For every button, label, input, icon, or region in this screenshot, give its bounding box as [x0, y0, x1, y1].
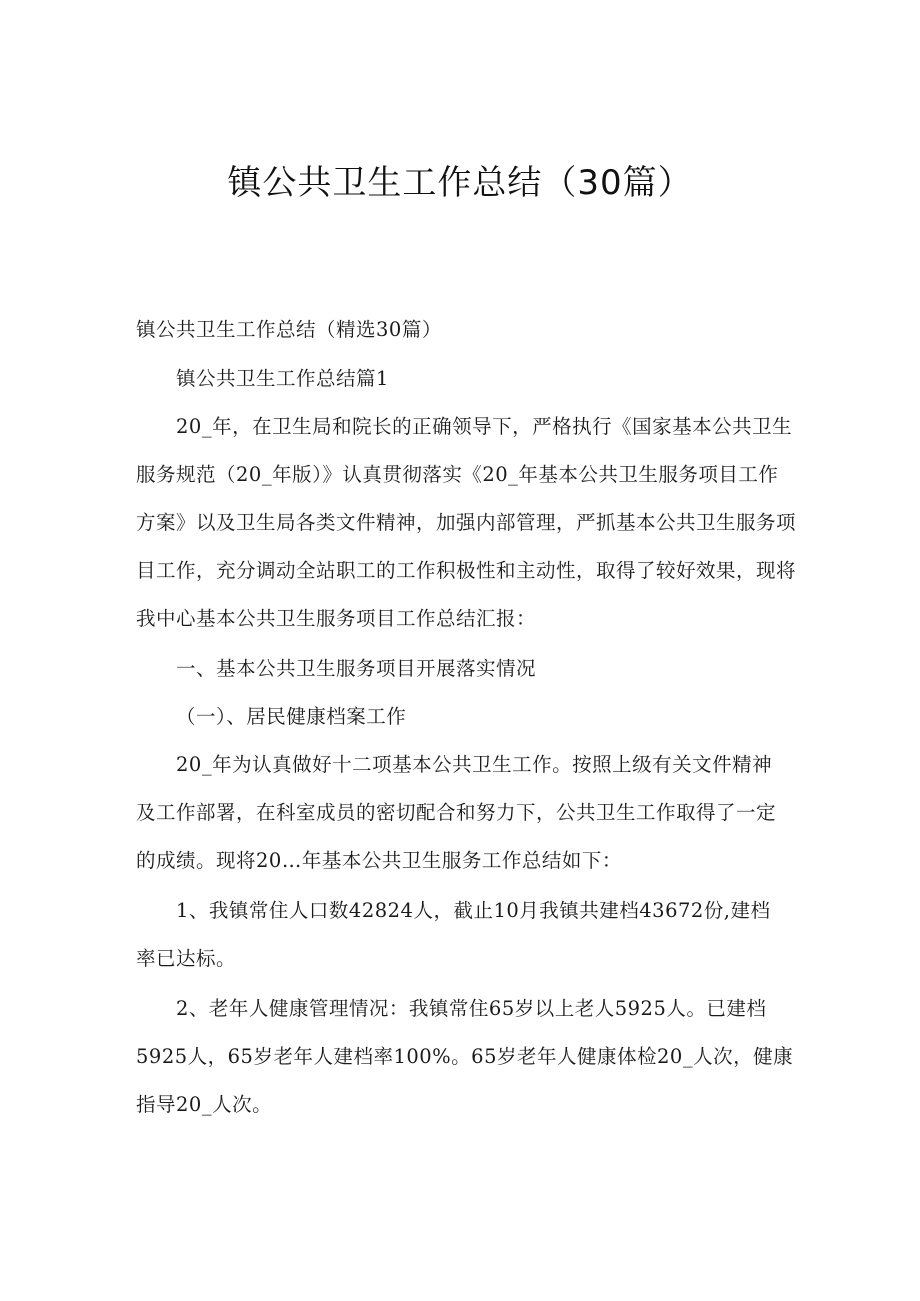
section-heading: 镇公共卫生工作总结篇1 — [176, 367, 389, 390]
paragraph1-line: 目工作，充分调动全站职工的工作积极性和主动性，取得了较好效果，现将 — [136, 559, 797, 582]
subtitle: 镇公共卫生工作总结（精选30篇） — [136, 318, 442, 341]
item1-line: 1、我镇常住人口数42824人，截止10月我镇共建档43672份,建档 — [176, 899, 771, 922]
paragraph2-line: 及工作部署，在科室成员的密切配合和努力下，公共卫生工作取得了一定 — [136, 801, 777, 824]
heading-level1: 一、基本公共卫生服务项目开展落实情况 — [176, 657, 537, 680]
paragraph1-line: 方案》以及卫生局各类文件精神，加强内部管理，严抓基本公共卫生服务项 — [136, 511, 797, 534]
paragraph2-line: 的成绩。现将20…年基本公共卫生服务工作总结如下： — [136, 849, 622, 872]
document-title: 镇公共卫生工作总结（30篇） — [227, 163, 693, 203]
item1-line: 率已达标。 — [136, 947, 237, 970]
paragraph2-line: 20_年为认真做好十二项基本公共卫生工作。按照上级有关文件精神 — [176, 753, 773, 776]
item2-line: 指导20_人次。 — [136, 1093, 273, 1116]
paragraph1-line: 服务规范（20_年版）》认真贯彻落实《20_年基本公共卫生服务项目工作 — [136, 463, 779, 486]
paragraph1-line: 我中心基本公共卫生服务项目工作总结汇报： — [136, 607, 537, 630]
heading-level2: （一）、居民健康档案工作 — [176, 705, 407, 728]
paragraph1-line: 20_年，在卫生局和院长的正确领导下，严格执行《国家基本公共卫生 — [176, 415, 793, 438]
item2-line: 2、老年人健康管理情况：我镇常住65岁以上老人5925人。已建档 — [176, 997, 767, 1020]
item2-line: 5925人，65岁老年人建档率100%。65岁老年人健康体检20_人次，健康 — [136, 1045, 794, 1068]
